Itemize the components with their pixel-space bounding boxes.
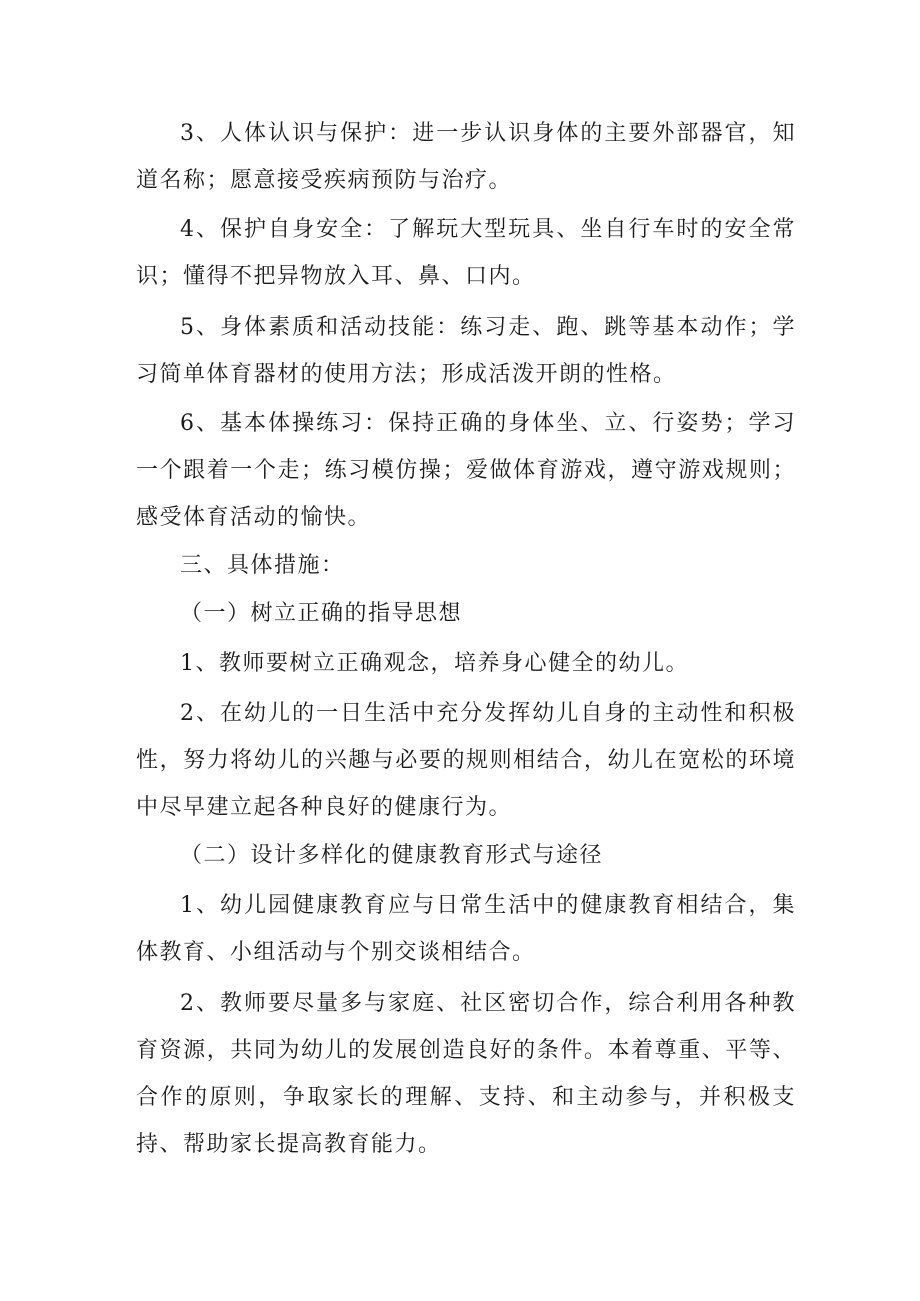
paragraph-daily-life: 2、在幼儿的一日生活中充分发挥幼儿自身的主动性和积极性，努力将幼儿的兴趣与必要的规则相结合，幼儿在宽松的环境中尽早建立起各种良好的健康行为。 <box>136 701 796 820</box>
paragraph-body-protection: 3、人体认识与保护：进一步认识身体的主要外部器官，知道名称；愿意接受疾病预防与治疗。 <box>136 121 796 193</box>
paragraph-kindergarten-education: 1、幼儿园健康教育应与日常生活中的健康教育相结合，集体教育、小组活动与个别交谈相结合。 <box>136 893 796 965</box>
subheading-guiding-thought: （一）树立正确的指导思想 <box>180 601 463 626</box>
paragraph-teacher-concept: 1、教师要树立正确观念，培养身心健全的幼儿。 <box>180 651 689 676</box>
paragraph-self-safety: 4、保护自身安全：了解玩大型玩具、坐自行车时的安全常识；懂得不把异物放入耳、鼻、口内。 <box>136 217 796 289</box>
paragraph-physical-skills: 5、身体素质和活动技能：练习走、跑、跳等基本动作；学习简单体育器材的使用方法；形成活泼开朗的性格。 <box>136 315 796 387</box>
paragraph-family-cooperation: 2、教师要尽量多与家庭、社区密切合作，综合利用各种教育资源，共同为幼儿的发展创造良好的条件。本着尊重、平等、合作的原则，争取家长的理解、支持、和主动参与，并积极支持、帮助家长提高教育能力。 <box>136 991 796 1157</box>
subheading-diverse-forms: （二）设计多样化的健康教育形式与途径 <box>180 843 604 868</box>
section-heading-measures: 三、具体措施： <box>180 553 345 578</box>
paragraph-gymnastics: 6、基本体操练习：保持正确的身体坐、立、行姿势；学习一个跟着一个走；练习模仿操；爱做体育游戏，遵守游戏规则；感受体育活动的愉快。 <box>136 411 796 530</box>
